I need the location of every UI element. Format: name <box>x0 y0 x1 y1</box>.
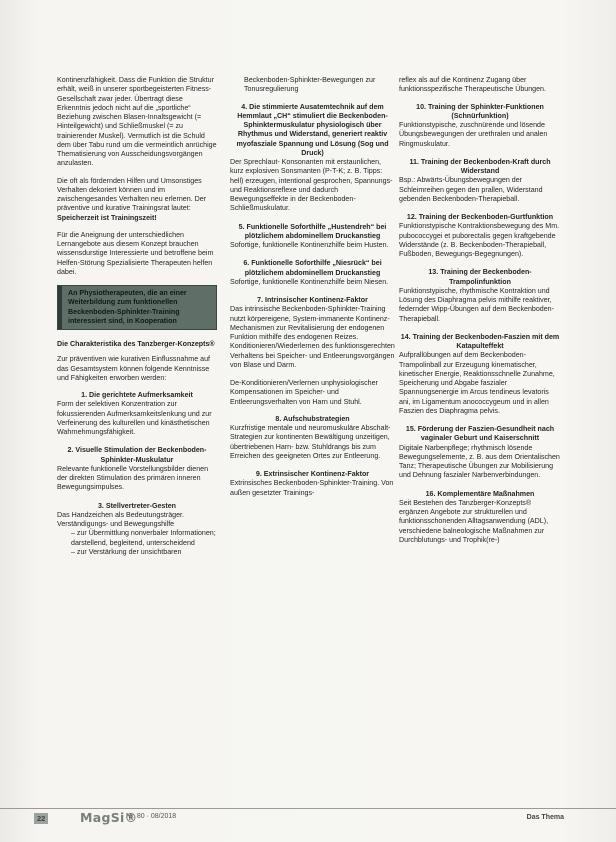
sub-list-item: – zur Übermittlung nonverbaler Informationen; darstellend, begleitend, unterscheidend <box>71 529 216 547</box>
issue-info: Nr. 80 · 08/2018 <box>126 813 177 820</box>
item-title: 13. Training der Beckenboden-Trampolinfunktion <box>428 268 532 286</box>
paragraph-continued: Beckenboden-Sphinkter-Bewegungen zur Tonusregulierung <box>244 76 376 94</box>
highlight-box: An Physiotherapeuten, die an einer Weiterbildung zum funktionellen Beckenboden-Sphinkter-Training interessiert sind, in Kooperation <box>57 285 217 330</box>
item-title: 7. Intrinsischer Kontinenz-Faktor <box>257 296 368 304</box>
item-body: Funktionstypische Kontraktionsbewegung des Mm. pubococcygei et puborectalis gegen kraftgebende Widerstände (z. B. Beckenboden-Therapieball, Fußboden, Bewegungs-Begegnungen). <box>399 222 560 258</box>
section-heading: Die Charakteristika des Tanzberger-Konzepts® <box>57 340 215 349</box>
page-footer <box>0 808 616 827</box>
paragraph-learning: Für die Aneignung der unterschiedlichen Lernangebote aus diesem Konzept brauchen wissensdurstige Interessierte und betroffene beim Helfen-Störung Spezialisierte Therapeuten helfen dabei. <box>57 230 214 276</box>
paragraph-text: Die oft als fördernden Hilfen und Umsonstiges Verhalten dekoriert können und im zwischengesandes Verhalten neu erlernen. Der präventive und kurative Trainingsrat lautet: <box>57 176 207 213</box>
list-item <box>57 502 217 558</box>
paragraph-continued: reflex als auf die Kontinenz Zugang über funktionsspezifische Therapeutische Übungen. <box>399 76 546 94</box>
item-title: 4. Die stimmierte Ausatemtechnik auf dem Hemmlaut „CH“ stimuliert die Beckenboden-Sphinktermuskulatur physiologisch über Rhythmus und Widerstand, generiert reaktiv myofasziale Spannung und Lösung (Sog und Druck) <box>236 102 389 157</box>
item-body: Form der selektiven Konzentration zur fokussierenden Aufmerksamkeitslenkung und zur Verfeinerung des kulturellen und kinästhetischen Wahrnehmungsfähigkeit. <box>57 400 212 437</box>
item-title: 14. Training der Beckenboden-Faszien mit dem Katapulteffekt <box>400 332 560 350</box>
item-body: Sofortige, funktionelle Kontinenzhilfe beim Niesen. <box>230 277 389 286</box>
item-body: Funktionstypische, zuschnürende und lösende Übungsbewegungen der urethralen und analen Ringmuskulatur. <box>399 121 548 148</box>
item-title: 12. Training der Beckenboden-Gurtfunktion <box>406 213 554 221</box>
item-body: Kurzfristige mentale und neuromuskuläre Abschalt-Strategien zur kontinenten Bewältigung unzeitigen, übertriebenen Harn- bzw. Stuhldrangs bis zum Erreichen des geeigneten Ortes zur Entleerung. <box>230 424 391 460</box>
item-title: 16. Komplementäre Maßnahmen <box>425 489 535 498</box>
item-title: 15. Förderung der Faszien-Gesundheit nach vaginaler Geburt und Kaiserschnitt <box>405 425 555 443</box>
list-item <box>399 425 561 481</box>
list-item <box>399 490 561 546</box>
item-body: Extrinsisches Beckenboden-Sphinkter-Training. Von außen gesetzter Trainings- <box>230 479 394 497</box>
paragraph-intro: Kontinenzfähigkeit. Dass die Funktion die Struktur erhält, weiß in unserer sportbegeisterten Fitness-Gesellschaft zwar jeder. Übertragt diese Erkenntnis jedoch nicht auf die „sportliche“ Beziehung zwischen Blasen-Innaltsgewicht (= Hinteilgewicht) und Schließmuskel (= zu trainierender Muskel). Vermutlich ist die Schuld dem über Tabu rund um die vermeintlich anrüchige Thematisierung von Ausscheidungsvorgängen anzulasten. <box>57 76 217 168</box>
item-title: 11. Training der Beckenboden-Kraft durch Widerstand <box>409 157 551 175</box>
sub-list-item: – zur Verstärkung der unsichtbaren <box>71 547 182 556</box>
item-body: Digitale Narbenpflege; rhythmisch lösende Bewegungselemente, z. B. aus dem Orientalischen Tanz; Therapeutische Übungen zur Mobilisierung und Dehnung faszialer Narbenverbindungen. <box>399 443 560 480</box>
item-title: 3. Stellvertreter-Gesten <box>97 501 177 510</box>
item-title: 2. Visuelle Stimulation der Beckenboden-Sphinkter-Muskulatur <box>67 446 207 464</box>
list-item <box>57 446 217 492</box>
list-item <box>230 415 395 461</box>
list-item <box>399 333 561 416</box>
list-item <box>399 158 561 204</box>
magazine-logo: MagSi® <box>80 810 138 825</box>
section-title: Das Thema <box>526 814 564 821</box>
list-item <box>230 103 395 214</box>
item-body: Seit Bestehen des Tanzberger-Konzepts® ergänzen Angebote zur strukturellen und funktionsschonenden Alltagsanwendung (ADL), verschiedene balneologische Maßnahmen zur Durchblutungs- und Trophik(re-) <box>399 498 549 544</box>
item-body: Das intrinsische Beckenboden-Sphinkter-Training nutzt körpereigene, System-immanente Kontinenz-Mechanismen zur Revitalisierung der endogenen Funktion mithilfe des endogenen Reizes. Konditionieren/Wiederlernen des funktionsgerechten Verhaltens bei Speicher- und Entleerungsvorgängen von Blase und Darm. <box>230 305 395 369</box>
item-body: Bsp.: Abwärts-Übungsbewegungen der Schleimreihen gegen den prallen, Widerstand gebenden Beckenboden-Therapieball. <box>399 176 543 203</box>
item-body: Aufprallübungen auf dem Beckenboden-Trampolinball zur Erzeugung kinematischer, kinetischer Energie, Reaktionsschnelle Zunahme, Speicherung und Abgabe faszialer Spannungsenergie im Arcus tendineus levatoris ani, im Ligamentum anococcygeum und in allen Faszien des Diaphragma pelvis. <box>399 351 555 415</box>
item-body: Sofortige, funktionelle Kontinenzhilfe beim Husten. <box>230 241 389 249</box>
paragraph-training-rule <box>57 177 217 223</box>
page-number: 22 <box>34 813 48 824</box>
list-item <box>57 391 217 437</box>
paragraph-prevention: Zur präventiven wie kurativen Einflussnahme auf das Gesamtsystem können folgende Kenntnisse und Fähigkeiten erworben werden: <box>57 355 210 382</box>
item-body: Relevante funktionelle Vorstellungsbilder dienen der direkten Stimulation des primären inneren Bewegungsimpulses. <box>57 464 209 492</box>
list-item <box>230 223 395 251</box>
item-title: 6. Funktionelle Soforthilfe „Niesrück“ bei plötzlichem abdominellem Druckanstieg <box>243 259 382 277</box>
list-item <box>399 268 561 324</box>
list-item <box>399 103 561 149</box>
list-item <box>230 470 395 498</box>
item-body: Das Handzeichen als Bedeutungsträger. Verständigungs- und Bewegungshilfe <box>57 510 184 529</box>
list-item <box>230 259 395 287</box>
item-title: 8. Aufschubstrategien <box>275 414 350 423</box>
list-item <box>230 296 395 370</box>
column-left <box>57 76 217 566</box>
item-body: Der Sprechlaut- Konsonanten mit erstaunlichen, kurz explosiven Sonsmanten (P-T-K; z. B. Tipps: hell) erzeugen, intentional gesprochen, Spannungs- und Reaktionsreflexe und dadurch Bewegungseffekte in der Beckenboden-Schließmuskulatur. <box>230 158 393 213</box>
column-right <box>399 76 561 554</box>
item-title: 5. Funktionelle Soforthilfe „Hustendreh“ bei plötzlichem abdominellem Druckanstieg <box>238 222 387 240</box>
training-rule: Speicherzeit ist Trainingszeit! <box>57 213 157 222</box>
list-item <box>399 213 561 259</box>
item-title: 1. Die gerichtete Aufmerksamkeit <box>81 391 193 400</box>
item-title: 9. Extrinsischer Kontinenz-Faktor <box>255 470 370 478</box>
paragraph-deconditioning: De-Konditionieren/Verlernen unphysiologischer Kompensationen im Speicher- und Entleerungsverhalten von Harn und Stuhl. <box>230 379 378 406</box>
column-middle <box>230 76 395 507</box>
item-title: 10. Training der Sphinkter-Funktionen (Schnürfunktion) <box>416 102 544 120</box>
item-body: Funktionstypische, rhythmische Kontraktion und Lösung des Diaphragma pelvis mithilfe reaktiver, federnder Wipp-Übungen auf dem Beckenboden-Therapieball. <box>399 286 554 323</box>
